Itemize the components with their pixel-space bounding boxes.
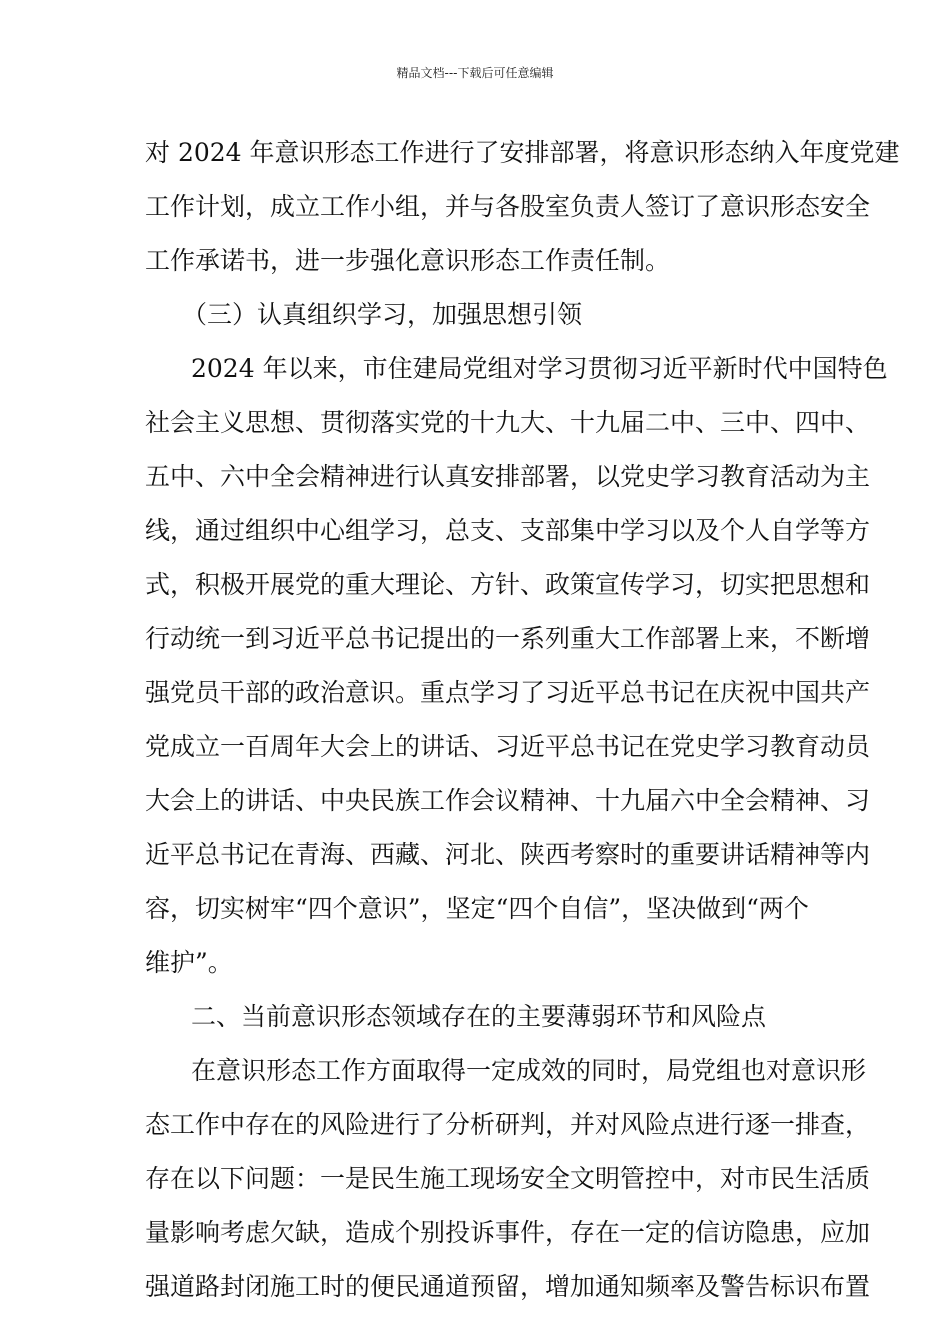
paragraph-line: 容，切实树牢“四个意识”，坚定“四个自信”，坚决做到“两个 [145, 894, 809, 923]
paragraph-line: 大会上的讲话、中央民族工作会议精神、十九届六中全会精神、习 [145, 786, 871, 815]
paragraph-line: 社会主义思想、贯彻落实党的十九大、十九届二中、三中、四中、 [145, 408, 871, 437]
paragraph-line: 行动统一到习近平总书记提出的一系列重大工作部署上来，不断增 [145, 624, 871, 653]
paragraph-line: 在意识形态工作方面取得一定成效的同时，局党组也对意识形 [191, 1056, 867, 1085]
paragraph-line: 强党员干部的政治意识。重点学习了习近平总书记在庆祝中国共产 [145, 678, 871, 707]
paragraph-line: 工作承诺书，进一步强化意识形态工作责任制。 [145, 246, 671, 275]
paragraph-line: 量影响考虑欠缺，造成个别投诉事件，存在一定的信访隐患，应加 [145, 1218, 871, 1247]
paragraph-line: 工作计划，成立工作小组，并与各股室负责人签订了意识形态安全 [145, 192, 871, 221]
paragraph-line: 维护”。 [145, 948, 233, 977]
paragraph-line: 线，通过组织中心组学习，总支、支部集中学习以及个人自学等方 [145, 516, 871, 545]
paragraph-line: 式，积极开展党的重大理论、方针、政策宣传学习，切实把思想和 [145, 570, 871, 599]
page-header: 精品文档---下载后可任意编辑 [396, 66, 554, 80]
document-body [145, 132, 900, 1320]
paragraph-line: 强道路封闭施工时的便民通道预留，增加通知频率及警告标识布置 [145, 1272, 871, 1301]
paragraph-line: 近平总书记在青海、西藏、河北、陕西考察时的重要讲话精神等内 [145, 840, 871, 869]
paragraph-line: 对 2024 年意识形态工作进行了安排部署，将意识形态纳入年度党建 [145, 138, 900, 167]
paragraph-line: 态工作中存在的风险进行了分析研判，并对风险点进行逐一排查， [145, 1110, 871, 1139]
paragraph-line: 五中、六中全会精神进行认真安排部署，以党史学习教育活动为主 [145, 462, 871, 491]
paragraph-line: 存在以下问题：一是民生施工现场安全文明管控中，对市民生活质 [145, 1164, 871, 1193]
paragraph-line: 党成立一百周年大会上的讲话、习近平总书记在党史学习教育动员 [145, 732, 871, 761]
section-heading: （三）认真组织学习，加强思想引领 [182, 300, 583, 329]
section-heading: 二、当前意识形态领域存在的主要薄弱环节和风险点 [191, 1002, 767, 1031]
paragraph-line: 2024 年以来，市住建局党组对学习贯彻习近平新时代中国特色 [191, 354, 888, 383]
